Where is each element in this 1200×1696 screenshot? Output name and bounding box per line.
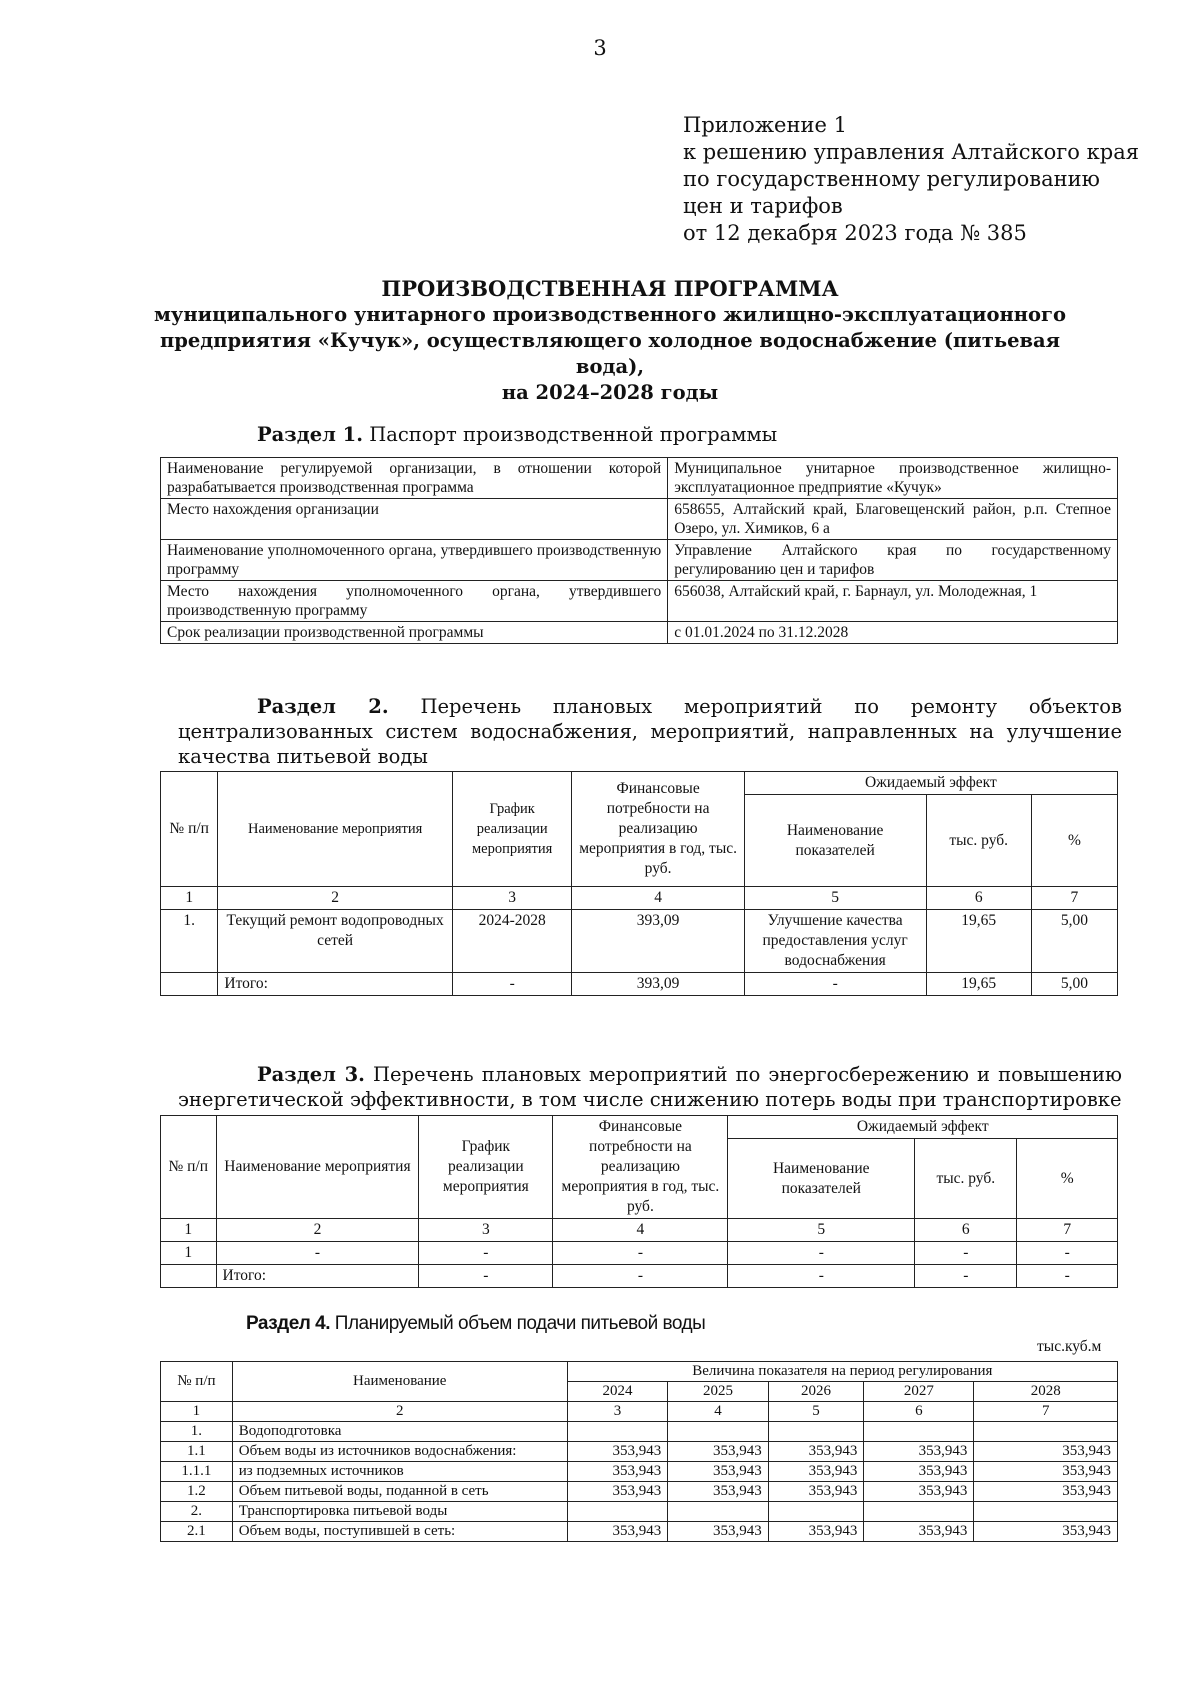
header-cell-num: № п/п bbox=[161, 772, 218, 887]
section4-title: Планируемый объем подачи питьевой воды bbox=[334, 1313, 706, 1334]
header-cell-pct: % bbox=[1031, 795, 1117, 887]
table-cell: 353,943 bbox=[864, 1442, 974, 1462]
table-row bbox=[161, 540, 1118, 581]
table-cell bbox=[668, 1502, 768, 1522]
table-cell bbox=[161, 1265, 217, 1288]
appendix-line: цен и тарифов bbox=[683, 194, 843, 218]
header-cell-year: 2026 bbox=[768, 1382, 864, 1402]
table-row bbox=[161, 1482, 1118, 1502]
table-header-row bbox=[161, 1116, 1118, 1139]
table-cell: 353,943 bbox=[668, 1442, 768, 1462]
appendix-line: к решению управления Алтайского края bbox=[683, 140, 1139, 164]
colnum-cell: 7 bbox=[1031, 887, 1117, 910]
section1-heading bbox=[257, 422, 777, 447]
table-cell: - bbox=[728, 1265, 915, 1288]
header-cell-year: 2025 bbox=[668, 1382, 768, 1402]
table-cell: - bbox=[915, 1265, 1017, 1288]
unit-label: тыс.куб.м bbox=[1037, 1338, 1102, 1355]
table-header-row bbox=[161, 1362, 1118, 1382]
section1-label: Раздел 1. bbox=[257, 423, 364, 446]
colnum-cell: 2 bbox=[216, 1219, 419, 1242]
table-cell: 353,943 bbox=[768, 1482, 864, 1502]
table-cell bbox=[974, 1502, 1118, 1522]
table-cell: - bbox=[553, 1242, 728, 1265]
table-cell: 353,943 bbox=[567, 1482, 667, 1502]
section4-table bbox=[160, 1361, 1118, 1542]
table-row bbox=[161, 1219, 1118, 1242]
table-row bbox=[161, 910, 1118, 973]
appendix-line: от 12 декабря 2023 года № 385 bbox=[683, 221, 1027, 245]
header-cell-year: 2024 bbox=[567, 1382, 667, 1402]
table-cell: Итого: bbox=[218, 973, 452, 996]
colnum-cell: 4 bbox=[553, 1219, 728, 1242]
table-cell: 393,09 bbox=[572, 910, 744, 973]
section4-heading bbox=[246, 1313, 705, 1335]
table-cell: 1.1 bbox=[161, 1442, 233, 1462]
section3-table bbox=[160, 1115, 1118, 1288]
table-cell: - bbox=[419, 1242, 553, 1265]
table-cell: 353,943 bbox=[668, 1482, 768, 1502]
colnum-cell: 1 bbox=[161, 887, 218, 910]
table-cell: 2024-2028 bbox=[452, 910, 572, 973]
table-cell: 353,943 bbox=[768, 1462, 864, 1482]
header-cell-num: № п/п bbox=[161, 1362, 233, 1402]
table-cell: 656038, Алтайский край, г. Барнаул, ул. Молодежная, 1 bbox=[668, 581, 1118, 622]
table-cell: Транспортировка питьевой воды bbox=[232, 1502, 567, 1522]
table-cell: 1.1.1 bbox=[161, 1462, 233, 1482]
table-row bbox=[161, 622, 1118, 644]
appendix-line: по государственному регулированию bbox=[683, 167, 1100, 191]
table-row bbox=[161, 887, 1118, 910]
title-main: ПРОИЗВОДСТВЕННАЯ ПРОГРАММА bbox=[381, 276, 839, 301]
table-cell: Итого: bbox=[216, 1265, 419, 1288]
section4-label: Раздел 4. bbox=[246, 1313, 330, 1334]
table-cell: Текущий ремонт водопроводных сетей bbox=[218, 910, 452, 973]
table-cell: 353,943 bbox=[567, 1462, 667, 1482]
colnum-cell: 5 bbox=[728, 1219, 915, 1242]
table-cell: 353,943 bbox=[864, 1482, 974, 1502]
table-cell: - bbox=[744, 973, 926, 996]
section2-table bbox=[160, 771, 1118, 996]
table-cell bbox=[567, 1502, 667, 1522]
table-row bbox=[161, 581, 1118, 622]
table-cell: 353,943 bbox=[668, 1522, 768, 1542]
table-cell: Наименование регулируемой организации, в отношении которой разрабатывается производственная программа bbox=[161, 458, 668, 499]
header-cell-indicator: Наименование показателей bbox=[728, 1139, 915, 1219]
colnum-cell: 4 bbox=[668, 1402, 768, 1422]
table-cell bbox=[668, 1422, 768, 1442]
table-row bbox=[161, 1422, 1118, 1442]
header-cell-schedule: График реализации мероприятия bbox=[452, 772, 572, 887]
table-cell: 353,943 bbox=[567, 1522, 667, 1542]
table-cell: 353,943 bbox=[974, 1462, 1118, 1482]
header-cell-name: Наименование мероприятия bbox=[218, 772, 452, 887]
table-header-row bbox=[161, 772, 1118, 795]
section2-label: Раздел 2. bbox=[257, 695, 389, 718]
table-row bbox=[161, 499, 1118, 540]
header-cell-effect: Ожидаемый эффект bbox=[744, 772, 1117, 795]
table-cell: 353,943 bbox=[974, 1482, 1118, 1502]
table-cell bbox=[864, 1502, 974, 1522]
table-cell: 353,943 bbox=[768, 1442, 864, 1462]
section1-title: Паспорт производственной программы bbox=[369, 423, 778, 446]
table-cell: 353,943 bbox=[567, 1442, 667, 1462]
table-row bbox=[161, 1242, 1118, 1265]
colnum-cell: 5 bbox=[768, 1402, 864, 1422]
table-cell: 19,65 bbox=[926, 910, 1031, 973]
colnum-cell: 5 bbox=[744, 887, 926, 910]
colnum-cell: 3 bbox=[419, 1219, 553, 1242]
header-cell-year: 2028 bbox=[974, 1382, 1118, 1402]
document-title bbox=[150, 276, 1070, 406]
table-cell: Улучшение качества предоставления услуг водоснабжения bbox=[744, 910, 926, 973]
header-cell-year: 2027 bbox=[864, 1382, 974, 1402]
header-cell-name: Наименование bbox=[232, 1362, 567, 1402]
table-total-row bbox=[161, 1265, 1118, 1288]
header-cell-rub: тыс. руб. bbox=[915, 1139, 1017, 1219]
section2-heading bbox=[178, 694, 1122, 769]
table-cell: - bbox=[1017, 1265, 1118, 1288]
table-cell: 353,943 bbox=[668, 1462, 768, 1482]
section3-title: Перечень плановых мероприятий по энергосбережению и повышению энергетической эффективности, в том числе снижению потерь воды при транспортировке bbox=[178, 1063, 1122, 1111]
table-cell: 658655, Алтайский край, Благовещенский район, р.п. Степное Озеро, ул. Химиков, 6 а bbox=[668, 499, 1118, 540]
table-cell: Место нахождения организации bbox=[161, 499, 668, 540]
appendix-header bbox=[683, 112, 1139, 247]
table-cell: - bbox=[452, 973, 572, 996]
table-cell: Управление Алтайского края по государственному регулированию цен и тарифов bbox=[668, 540, 1118, 581]
header-cell-name: Наименование мероприятия bbox=[216, 1116, 419, 1219]
table-cell: Муниципальное унитарное производственное жилищно-эксплуатационное предприятие «Кучук» bbox=[668, 458, 1118, 499]
table-row bbox=[161, 1522, 1118, 1542]
table-cell: 1.2 bbox=[161, 1482, 233, 1502]
title-line: муниципального унитарного производственного жилищно-эксплуатационного bbox=[153, 303, 1067, 326]
colnum-cell: 6 bbox=[915, 1219, 1017, 1242]
table-cell: 353,943 bbox=[974, 1522, 1118, 1542]
table-row bbox=[161, 1462, 1118, 1482]
colnum-cell: 7 bbox=[974, 1402, 1118, 1422]
table-cell: с 01.01.2024 по 31.12.2028 bbox=[668, 622, 1118, 644]
table-cell: Наименование уполномоченного органа, утвердившего производственную программу bbox=[161, 540, 668, 581]
table-cell: 2. bbox=[161, 1502, 233, 1522]
table-cell bbox=[161, 973, 218, 996]
table-cell: Место нахождения уполномоченного органа, утвердившего производственную программу bbox=[161, 581, 668, 622]
colnum-cell: 2 bbox=[218, 887, 452, 910]
table-cell: 393,09 bbox=[572, 973, 744, 996]
header-cell-finance: Финансовые потребности на реализацию мероприятия в год, тыс. руб. bbox=[572, 772, 744, 887]
header-cell-schedule: График реализации мероприятия bbox=[419, 1116, 553, 1219]
colnum-cell: 4 bbox=[572, 887, 744, 910]
table-cell: 1. bbox=[161, 1422, 233, 1442]
table-cell bbox=[567, 1422, 667, 1442]
section2-title: Перечень плановых мероприятий по ремонту объектов централизованных систем водоснабжения, мероприятий, направленных на улучшение качества питьевой воды bbox=[178, 695, 1122, 768]
table-cell: 2.1 bbox=[161, 1522, 233, 1542]
table-cell: из подземных источников bbox=[232, 1462, 567, 1482]
colnum-cell: 3 bbox=[567, 1402, 667, 1422]
table-cell: - bbox=[728, 1242, 915, 1265]
page-number: 3 bbox=[593, 36, 607, 60]
colnum-cell: 3 bbox=[452, 887, 572, 910]
table-row bbox=[161, 1502, 1118, 1522]
table-row bbox=[161, 1402, 1118, 1422]
table-cell: 1 bbox=[161, 1242, 217, 1265]
table-total-row bbox=[161, 973, 1118, 996]
table-cell: - bbox=[915, 1242, 1017, 1265]
table-cell bbox=[768, 1422, 864, 1442]
header-cell-indicator: Наименование показателей bbox=[744, 795, 926, 887]
table-cell: - bbox=[216, 1242, 419, 1265]
table-cell: - bbox=[419, 1265, 553, 1288]
colnum-cell: 7 bbox=[1017, 1219, 1118, 1242]
table-cell: 5,00 bbox=[1031, 910, 1117, 973]
header-cell-pct: % bbox=[1017, 1139, 1118, 1219]
table-cell: Объем воды из источников водоснабжения: bbox=[232, 1442, 567, 1462]
title-line: предприятия «Кучук», осуществляющего холодное водоснабжение (питьевая вода), bbox=[159, 329, 1061, 378]
table-cell bbox=[974, 1422, 1118, 1442]
appendix-line: Приложение 1 bbox=[683, 113, 847, 137]
colnum-cell: 1 bbox=[161, 1402, 233, 1422]
colnum-cell: 6 bbox=[864, 1402, 974, 1422]
table-cell bbox=[864, 1422, 974, 1442]
header-cell-num: № п/п bbox=[161, 1116, 217, 1219]
table-cell: 353,943 bbox=[974, 1442, 1118, 1462]
table-cell: - bbox=[1017, 1242, 1118, 1265]
table-cell: Объем воды, поступившей в сеть: bbox=[232, 1522, 567, 1542]
table-cell: 5,00 bbox=[1031, 973, 1117, 996]
table-cell: 19,65 bbox=[926, 973, 1031, 996]
header-cell-effect: Ожидаемый эффект bbox=[728, 1116, 1118, 1139]
section3-heading bbox=[178, 1062, 1122, 1112]
table-cell: Срок реализации производственной программы bbox=[161, 622, 668, 644]
header-cell-rub: тыс. руб. bbox=[926, 795, 1031, 887]
table-row bbox=[161, 458, 1118, 499]
table-cell: 353,943 bbox=[864, 1522, 974, 1542]
header-cell-period: Величина показателя на период регулирования bbox=[567, 1362, 1117, 1382]
table-cell: Водоподготовка bbox=[232, 1422, 567, 1442]
title-line: на 2024–2028 годы bbox=[501, 381, 719, 404]
colnum-cell: 6 bbox=[926, 887, 1031, 910]
table-cell: 1. bbox=[161, 910, 218, 973]
colnum-cell: 1 bbox=[161, 1219, 217, 1242]
table-cell bbox=[768, 1502, 864, 1522]
passport-table bbox=[160, 457, 1118, 644]
table-row bbox=[161, 1442, 1118, 1462]
section3-label: Раздел 3. bbox=[257, 1063, 365, 1086]
table-cell: Объем питьевой воды, поданной в сеть bbox=[232, 1482, 567, 1502]
colnum-cell: 2 bbox=[232, 1402, 567, 1422]
header-cell-finance: Финансовые потребности на реализацию мероприятия в год, тыс. руб. bbox=[553, 1116, 728, 1219]
table-cell: 353,943 bbox=[864, 1462, 974, 1482]
table-cell: - bbox=[553, 1265, 728, 1288]
table-cell: 353,943 bbox=[768, 1522, 864, 1542]
